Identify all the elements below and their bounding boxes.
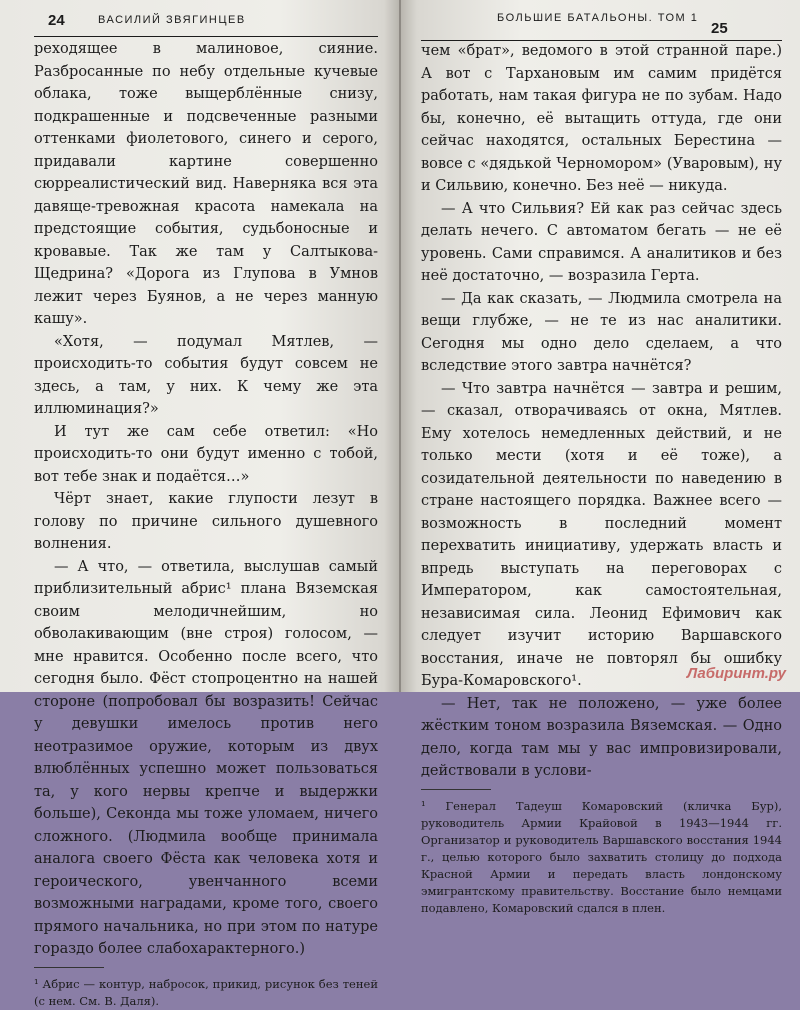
- left-running-head: [34, 12, 378, 38]
- watermark: Лабиринт.ру: [686, 665, 786, 682]
- paragraph: — Что завтра начнётся — завтра и решим, — сказал, отворачиваясь от окна, Мятлев. Ему хотелось немедленных действий, и не только мести (хотя и её тоже), а созидательной деятельности по наведению в стране настоящего порядка. Важнее всего — возможность в последний момент перехватить инициативу, удержать власть и впредь выступать на переговорах с Императором, как самостоятельная, независимая сила. Леонид Ефимович как следует изучит историю Варшавского восстания, иначе не повторял бы ошибку Бура-Комаровского¹.: [421, 380, 782, 689]
- right-page-number: 25: [711, 20, 728, 37]
- left-head-rule: [34, 36, 378, 37]
- right-running-head: [421, 10, 782, 36]
- right-footnote: ¹ Генерал Тадеуш Комаровский (кличка Бур), руководитель Армии Крайовой в 1943—1944 гг. Организатор и руководитель Варшавского восстания 1944 г., целью которого было захватить столицу до подхода Красной Армии и передать власть лондонскому эмигрантскому правительству. Восстание было немцами подавлено, Комаровский сдался в плен.: [421, 798, 782, 915]
- left-page: [0, 0, 400, 1008]
- paragraph: — Нет, так не положено, — уже более жёстким тоном возразила Вяземская. — Одно дело, когда там мы у вас импровизировали, действовали в услови-: [421, 695, 782, 779]
- paragraph: Чёрт знает, какие глупости лезут в голову по причине сильного душевного волнения.: [34, 491, 378, 552]
- right-page: [401, 0, 800, 915]
- paragraph: «Хотя, — подумал Мятлев, — происходить-то события будут совсем не здесь, а там, у них. К чему же эта иллюминация?»: [34, 333, 378, 417]
- left-text-body: [34, 38, 378, 961]
- footnote-rule: [421, 789, 491, 790]
- footnote-rule: [34, 967, 104, 968]
- left-running-title: ВАСИЛИЙ ЗВЯГИНЦЕВ: [98, 14, 246, 26]
- left-page-number: 24: [48, 12, 65, 29]
- left-footnote: ¹ Абрис — контур, набросок, прикид, рисунок без теней (с нем. См. В. Даля).: [34, 976, 378, 1008]
- paragraph: чем «брат», ведомого в этой странной паре.) А вот с Тархановым им самим придётся работать, нам такая фигура не по зубам. Надо бы, конечно, её вытащить оттуда, где они сейчас находятся, остальных Берестина — вовсе с «дядькой Черномором» (Уваровым), ну и Сильвию, конечно. Без неё — никуда.: [421, 43, 782, 194]
- paragraph: реходящее в малиновое, сияние. Разбросанные по небу отдельные кучевые облака, тоже выщерблённые снизу, подкрашенные и подсвеченные разными оттенками фиолетового, синего и серого, придавали картине совершенно сюрреалистический вид. Наверняка вся эта давяще-тревожная красота намекала на предстоящие события, судьбоносные и кровавые. Так же там у Салтыкова-Щедрина? «Дорога из Глупова в Умнов лежит через Буянов, а не через манную кашу».: [34, 41, 378, 327]
- paragraph: — А что Сильвия? Ей как раз сейчас здесь делать нечего. С автоматом бегать — не её уровень. Сами справимся. А аналитиков и без неё достаточно, — возразила Герта.: [421, 200, 782, 284]
- right-head-rule: [421, 40, 782, 41]
- paragraph: И тут же сам себе ответил: «Но происходить-то они будут именно с тобой, вот тебе знак и подаётся…»: [34, 423, 378, 485]
- paragraph: — Да как сказать, — Людмила смотрела на вещи глубже, — не те из нас аналитики. Сегодня мы одно дело сделаем, а что вследствие этого завтра начнётся?: [421, 290, 782, 374]
- paragraph: — А что, — ответила, выслушав самый приблизительный абрис¹ плана Вяземская своим мелодичнейшим, но обволакивающим (вне строя) голосом, — мне нравится. Особенно после всего, что сегодня было. Фёст стопроцентно на нашей стороне (попробовал бы возразить! Сейчас у девушки имелось против него неотразимое оружие, которым из двух влюблённых успешно может пользоваться та, у кого нервы крепче и выдержки больше), Секонда мы тоже уломаем, ничего сложного. (Людмила вообще принимала аналога своего Фёста как человека хотя и героического, увенчанного всеми возможными наградами, кроме того, своего прямого начальника, но при этом по натуре гораздо более слабохарактерного.): [34, 558, 378, 957]
- right-running-title: БОЛЬШИЕ БАТАЛЬОНЫ. ТОМ 1: [497, 12, 699, 24]
